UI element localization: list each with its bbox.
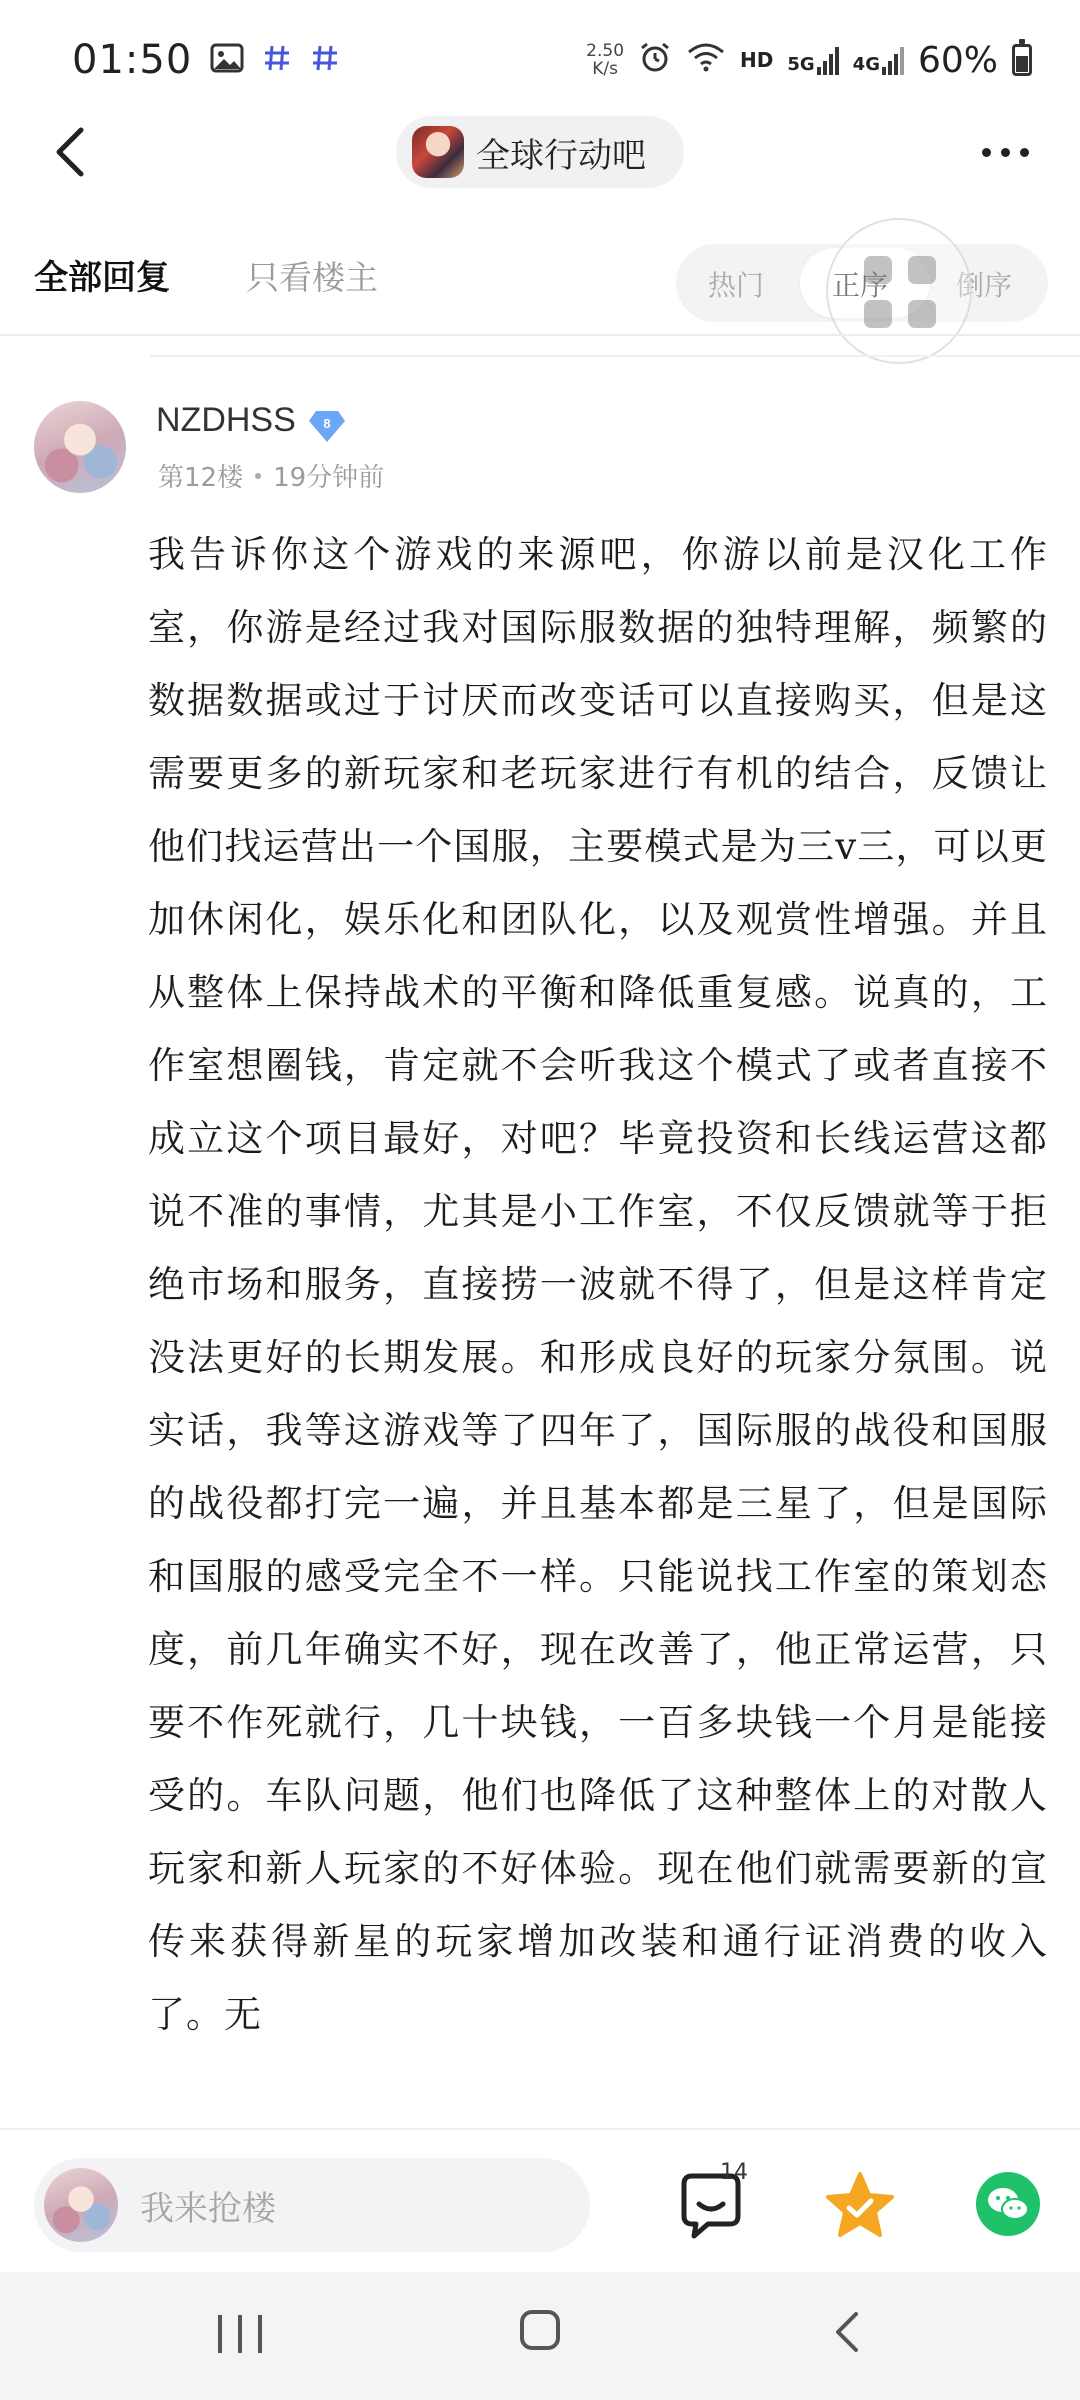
status-right xyxy=(586,40,1032,81)
wechat-icon xyxy=(986,2185,1030,2223)
avatar[interactable] xyxy=(34,401,126,493)
hash-icon xyxy=(310,43,340,77)
grid-tile xyxy=(908,256,936,284)
more-options-button[interactable] xyxy=(970,124,1040,180)
forum-entry[interactable] xyxy=(396,116,684,188)
battery-icon xyxy=(1012,44,1032,76)
diamond-badge-icon xyxy=(308,409,346,443)
forum-name: 全球行动吧 xyxy=(476,135,646,176)
hd-label: HD xyxy=(740,48,774,72)
post-content: 我告诉你这个游戏的来源吧，你游以前是汉化工作室，你游是经过我对国际服数据的独特理解，频繁的数据数据或过于讨厌而改变话可以直接购买，但是这需要更多的新玩家和老玩家进行有机的结合，反馈让他们找运营出一个国服，主要模式是为三v三，可以更加休闲化，娱乐化和团队化，以及观赏性增强。并且从整体上保持战术的平衡和降低重复感。说真的，工作室想圈钱，肯定就不会听我这个模式了或者直接不成立这个项目最好，对吧？毕竟投资和长线运营这都说不准的事情，尤其是小工作室，不仅反馈就等于拒绝市场和服务，直接捞一波就不得了，但是这样肯定没法更好的长期发展。和形成良好的玩家分氛围。说实话，我等这游戏等了四年了，国际服的战役和国服的战役都打完一遍，并且基本都是三星了，但是国际和国服的感受完全不一样。只能说找工作室的策划态度，前几年确实不好，现在改善了，他正常运营，只要不作死就行，几十块钱，一百多块钱一个月是能接受的。车队问题，他们也降低了这种整体上的对散人玩家和新人玩家的不好体验。现在他们就需要新的宣传来获得新星的玩家增加改装和通行证消费的收入了。无 xyxy=(148,533,1048,2036)
bottom-action-bar xyxy=(0,2128,1080,2272)
wifi-icon xyxy=(686,41,726,80)
signal-4g-label: 4G xyxy=(852,54,880,75)
home-button[interactable] xyxy=(520,2310,560,2350)
tab-all-replies[interactable]: 全部回复 xyxy=(34,258,170,298)
reply-input[interactable] xyxy=(34,2158,590,2252)
back-button[interactable] xyxy=(40,122,100,182)
forum-avatar xyxy=(412,126,464,178)
star-icon xyxy=(822,2168,898,2244)
favorite-button[interactable] xyxy=(822,2168,898,2244)
more-dot xyxy=(982,148,991,157)
alarm-icon xyxy=(638,40,672,81)
grid-tile xyxy=(864,256,892,284)
battery-percent: 60% xyxy=(917,39,998,81)
username[interactable]: NZDHSS xyxy=(156,401,296,439)
recent-bar xyxy=(258,2315,262,2353)
sort-desc-button[interactable]: 倒序 xyxy=(956,269,1013,302)
more-dot xyxy=(1001,148,1010,157)
divider xyxy=(150,355,1080,357)
gallery-icon xyxy=(210,43,244,77)
meta-separator xyxy=(255,473,261,479)
net-speed-value: 2.50 xyxy=(586,41,625,61)
reply-placeholder: 我来抢楼 xyxy=(140,2188,276,2229)
net-speed-unit: K/s xyxy=(592,59,618,79)
signal-5g-label: 5G xyxy=(787,54,815,75)
recent-apps-button[interactable] xyxy=(218,2312,262,2356)
system-nav-bar xyxy=(0,2272,1080,2400)
grid-tile xyxy=(908,300,936,328)
status-left xyxy=(72,37,340,83)
post-header xyxy=(0,395,1080,505)
status-bar xyxy=(0,0,1080,120)
signal-bars-icon xyxy=(817,45,839,75)
status-time: 01:50 xyxy=(72,37,193,83)
signal-4g xyxy=(853,45,904,75)
floor-number: 第12楼 xyxy=(158,463,244,493)
wechat-share-button[interactable] xyxy=(976,2172,1040,2236)
grid-tile xyxy=(864,300,892,328)
post-meta xyxy=(158,457,384,494)
more-dot xyxy=(1020,148,1029,157)
recent-bar xyxy=(238,2315,242,2353)
signal-bars-icon xyxy=(882,45,904,75)
recent-bar xyxy=(218,2315,222,2353)
signal-5g xyxy=(787,45,838,75)
divider xyxy=(0,334,1080,336)
post-time: 19分钟前 xyxy=(273,463,385,493)
hash-icon xyxy=(262,43,292,77)
floating-ball-button[interactable] xyxy=(826,218,972,364)
sort-asc-button[interactable]: 正序 xyxy=(832,269,889,302)
level-number: 8 xyxy=(323,416,331,431)
chevron-left-icon xyxy=(826,2310,870,2354)
avatar xyxy=(44,2168,118,2242)
sort-hot-button[interactable]: 热门 xyxy=(708,269,765,302)
chevron-left-icon xyxy=(53,126,87,178)
level-badge xyxy=(308,409,346,443)
system-back-button[interactable] xyxy=(826,2310,870,2354)
title-bar xyxy=(0,110,1080,190)
tab-owner-only[interactable]: 只看楼主 xyxy=(246,258,378,297)
net-speed xyxy=(586,42,624,78)
comment-count: 14 xyxy=(720,2160,748,2185)
